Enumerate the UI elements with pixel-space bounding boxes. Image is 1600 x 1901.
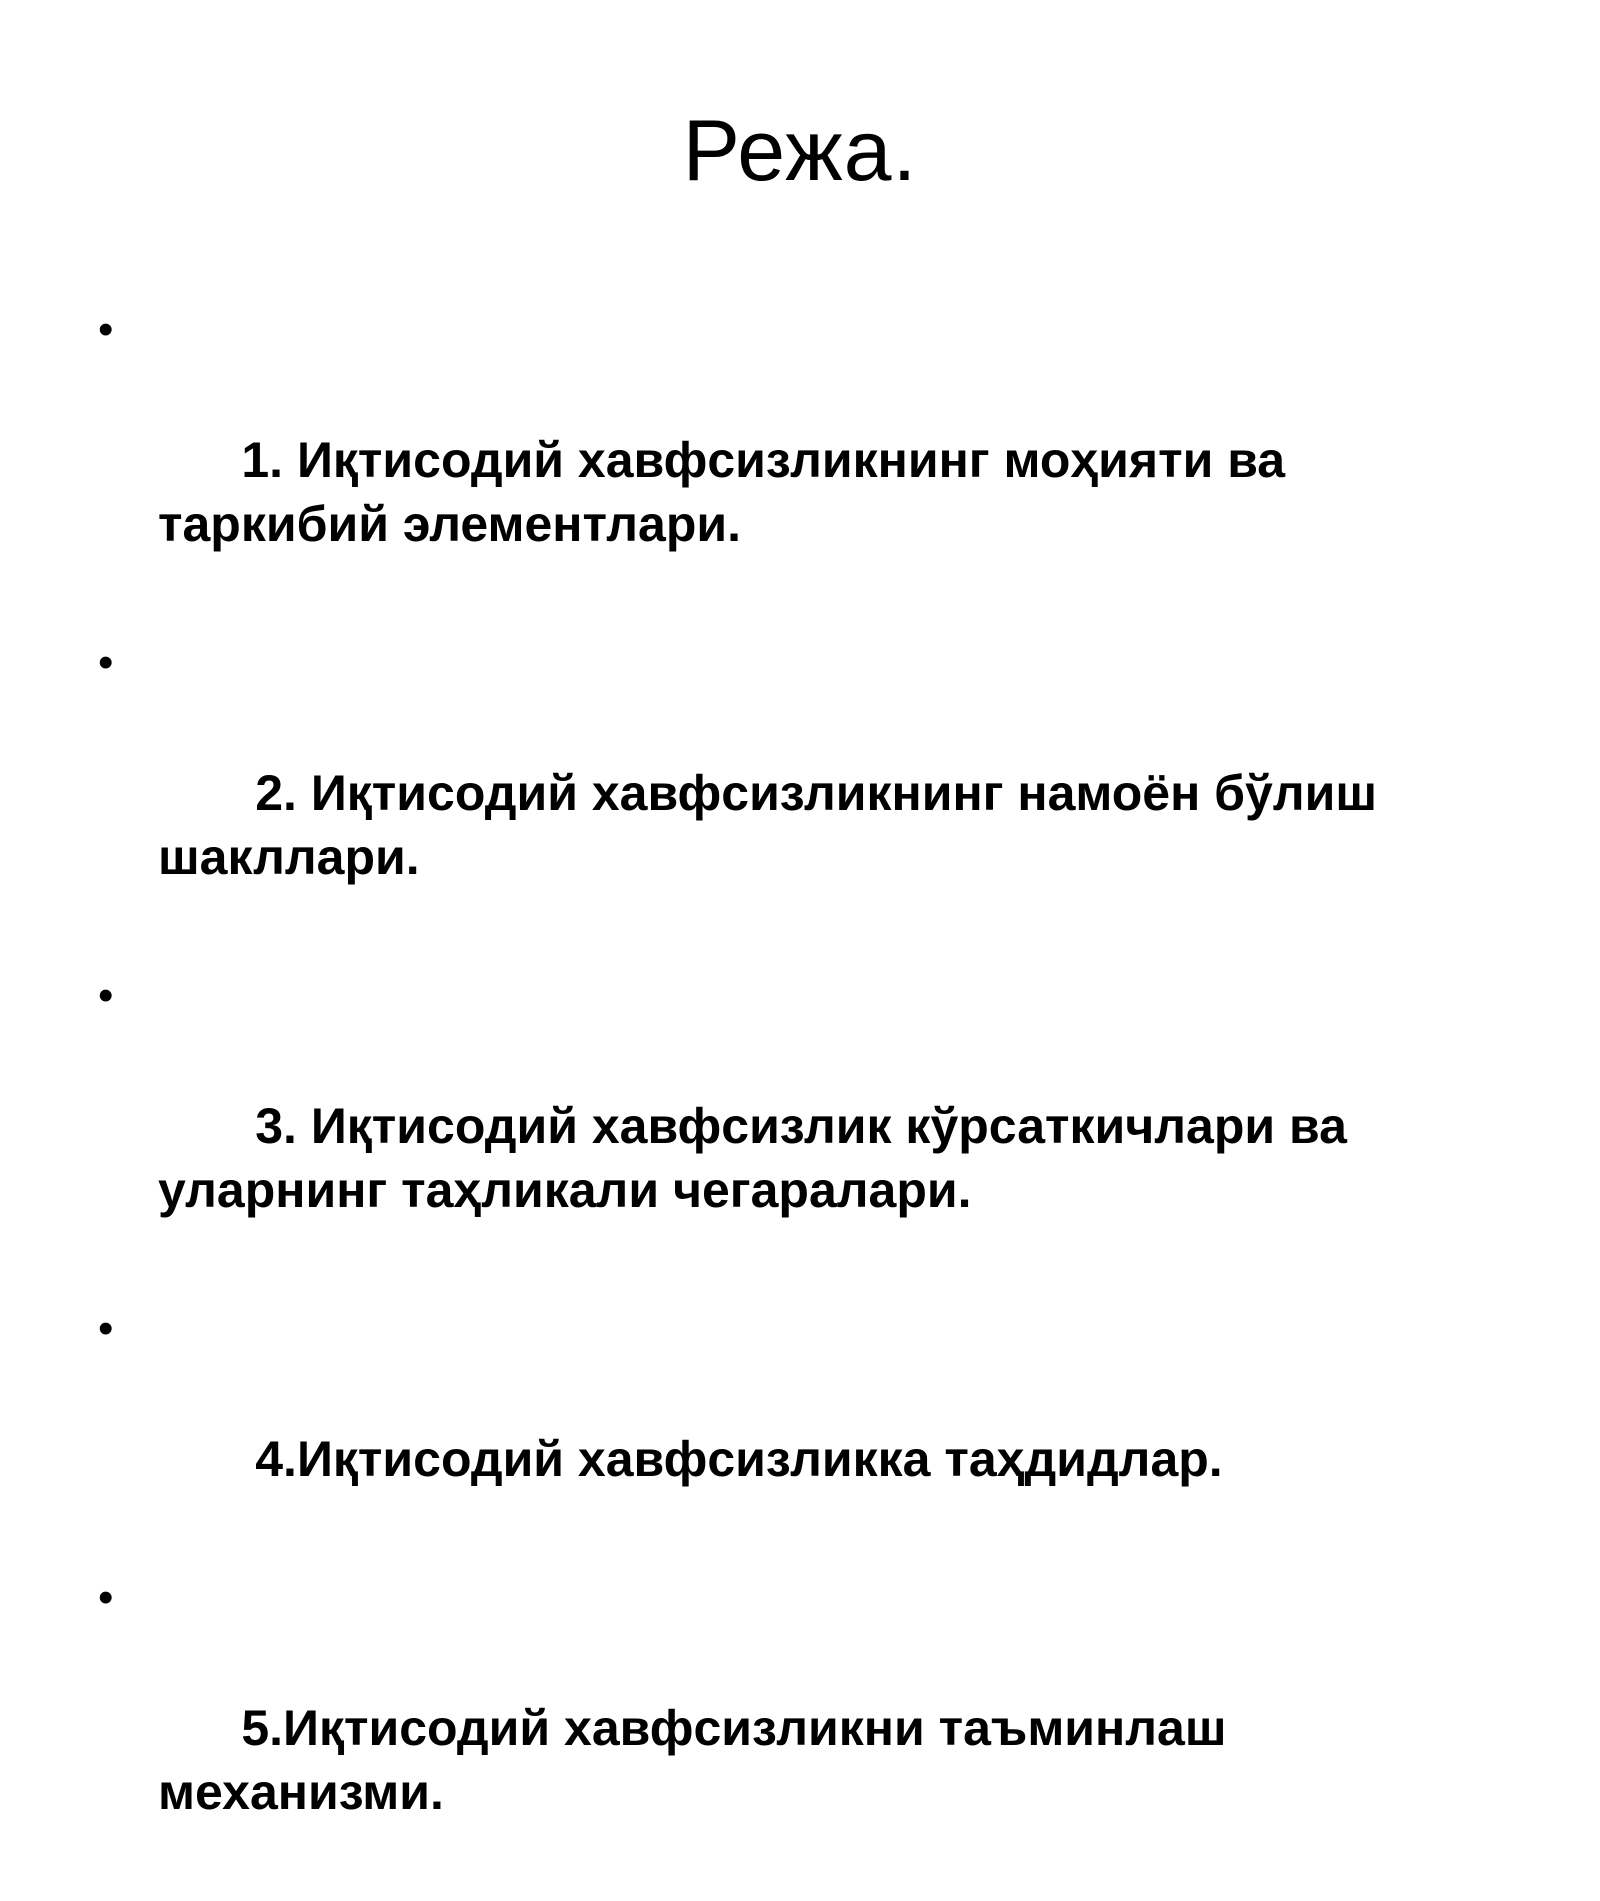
list-item bbox=[98, 1299, 1518, 1555]
list-item-text: 5.Иқтисодий хавфсизликни таъминлаш механизми. bbox=[158, 1700, 1241, 1820]
list-item-text: 4.Иқтисодий хавфсизликка таҳдидлар. bbox=[241, 1431, 1223, 1487]
bullet-dot-icon: • bbox=[98, 305, 114, 354]
slide-title: Режа. bbox=[682, 103, 918, 199]
list-item bbox=[98, 1568, 1518, 1888]
list-item bbox=[98, 300, 1518, 620]
bullet-dot-icon: • bbox=[98, 1304, 114, 1353]
list-item-text: 1. Иқтисодий хавфсизликнинг моҳияти ва таркибий элементлари. bbox=[158, 432, 1299, 552]
bullet-dot-icon: • bbox=[98, 1573, 114, 1622]
bullet-dot-icon: • bbox=[98, 971, 114, 1020]
list-item bbox=[98, 633, 1518, 953]
bullet-dot-icon: • bbox=[98, 638, 114, 687]
list-item-text: 3. Иқтисодий хавфсизлик кўрсаткичлари ва уларнинг таҳликали чегаралари. bbox=[158, 1098, 1361, 1218]
list-item-text: 2. Иқтисодий хавфсизликнинг намоён бўлиш шакллари. bbox=[158, 765, 1391, 885]
list-item bbox=[98, 966, 1518, 1286]
bullet-list bbox=[98, 300, 1518, 1901]
